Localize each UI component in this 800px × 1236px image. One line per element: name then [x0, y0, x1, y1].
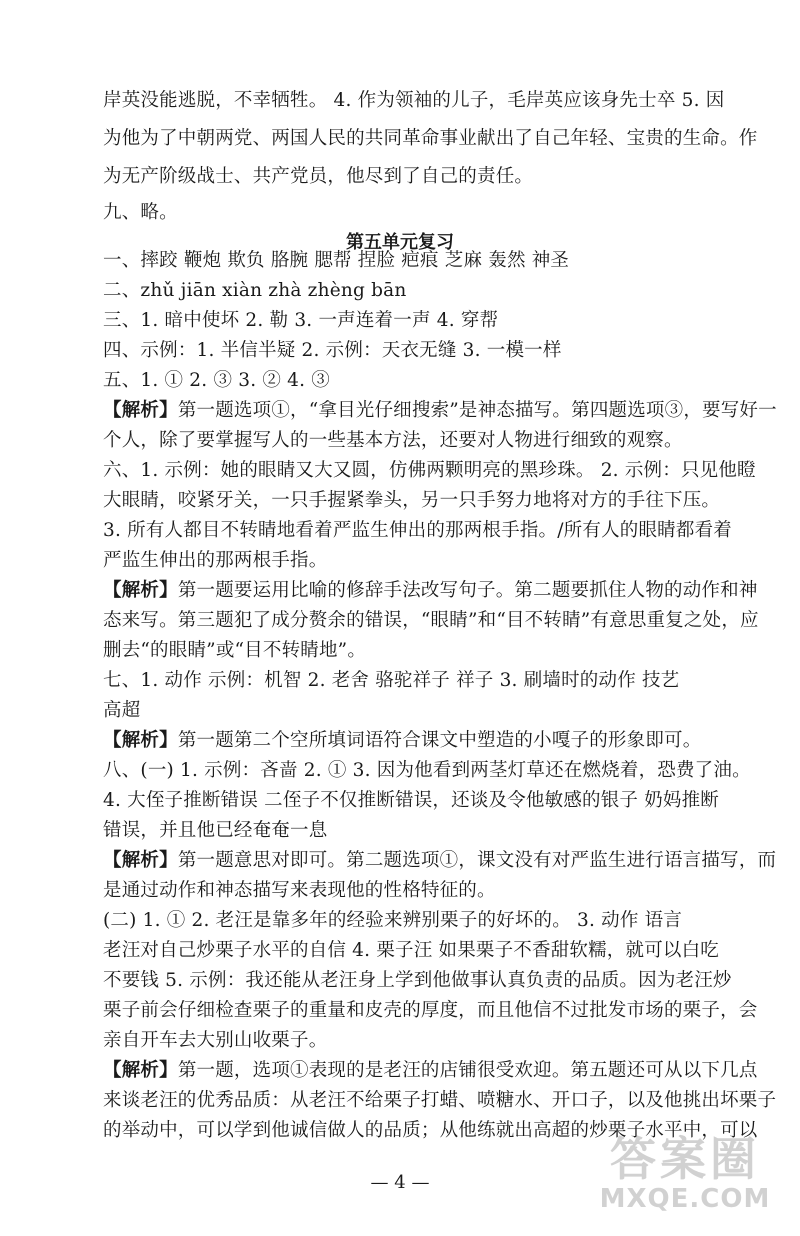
text-line: 3. 所有人都目不转睛地看着严监生伸出的那两根手指。/所有人的眼睛都看着: [103, 520, 732, 541]
text-line: 栗子前会仔细检查栗子的重量和皮壳的厚度，而且他信不过批发市场的栗子，会: [103, 1000, 758, 1021]
text-line: 4. 大侄子推断错误 二侄子不仅推断错误，还谈及令他敏感的银子 奶妈推断: [103, 790, 719, 811]
text-line: 来谈老汪的优秀品质：从老汪不给栗子打蜡、喷糖水、开口子，以及他挑出坏栗子: [103, 1090, 777, 1111]
answer-line-3: 三、1. 暗中使坏 2. 勒 3. 一声连着一声 4. 穿帮: [103, 310, 499, 331]
answer-line-4: 四、示例：1. 半信半疑 2. 示例：天衣无缝 3. 一模一样: [103, 340, 562, 361]
text-line: [103, 124, 758, 154]
analysis-label: 【解析】: [103, 850, 178, 871]
analysis-line: 【解析】第一题意思对即可。第二题选项①，课文没有对严监生进行语言描写，而: [103, 850, 777, 871]
answer-line-2: 二、zhǔ jiān xiàn zhà zhèng bān: [103, 280, 407, 301]
page-number: — 4 —: [370, 1172, 430, 1193]
answer-line-6: 六、1. 示例：她的眼睛又大又圆，仿佛两颗明亮的黑珍珠。 2. 示例：只见他瞪: [103, 460, 756, 481]
analysis-label: 【解析】: [103, 580, 178, 601]
text-line: 个人，除了要掌握写人的一些基本方法，还要对人物进行细致的观察。: [103, 430, 683, 451]
answer-line-5: 五、1. ① 2. ③ 3. ② 4. ③: [103, 370, 330, 391]
analysis-line: 【解析】第一题，选项①表现的是老汪的店铺很受欢迎。第五题还可从以下几点: [103, 1060, 758, 1081]
analysis-line: 【解析】第一题选项①，“拿目光仔细搜索”是神态描写。第四题选项③，要写好一: [103, 400, 777, 421]
text-line: 大眼睛，咬紧牙关，一只手握紧拳头，另一只手努力地将对方的手往下压。: [103, 490, 721, 511]
text-line: 的举动中，可以学到他诚信做人的品质；从他练就出高超的炒栗子水平中，可以: [103, 1120, 758, 1141]
text-line: 态来写。第三题犯了成分赘余的错误，“眼睛”和“目不转睛”有意思重复之处，应: [103, 610, 759, 631]
answer-line-1: 一、摔跤 鞭炮 欺负 胳腕 腮帮 捏脸 疤痕 芝麻 轰然 神圣: [103, 250, 570, 271]
text-line-content: 岸英没能逃脱，不幸牺牲。 4. 作为领袖的儿子，毛岸英应该身先士卒 5. 因: [103, 90, 725, 111]
text-line: 错误，并且他已经奄奄一息: [103, 820, 328, 841]
analysis-line: 【解析】第一题要运用比喻的修辞手法改写句子。第二题要抓住人物的动作和神: [103, 580, 758, 601]
answer-line-8-2: (二) 1. ① 2. 老汪是靠多年的经验来辨别栗子的好坏的。 3. 动作 语言: [103, 910, 683, 931]
text-line: 高超: [103, 700, 141, 721]
analysis-line: 【解析】第一题第二个空所填词语符合课文中塑造的小嘎子的形象即可。: [103, 730, 702, 751]
text-line: 是通过动作和神态描写来表现他的性格特征的。: [103, 880, 496, 901]
answer-line-7: 七、1. 动作 示例：机智 2. 老舍 骆驼祥子 祥子 3. 刷墙时的动作 技艺: [103, 670, 680, 691]
text-line: 九、略。: [103, 202, 178, 223]
watermark-logo: [590, 1134, 780, 1224]
watermark-top: 答案圈: [610, 1132, 760, 1186]
analysis-label: 【解析】: [103, 1060, 178, 1081]
section-title: 第五单元复习: [346, 232, 454, 253]
text-line: 老汪对自己炒栗子水平的自信 4. 栗子汪 如果栗子不香甜软糯，就可以白吃: [103, 940, 719, 961]
analysis-label: 【解析】: [103, 400, 178, 421]
text-line: 删去“的眼睛”或“目不转睛地”。: [103, 640, 367, 661]
text-line: 为无产阶级战士、共产党员，他尽到了自己的责任。: [103, 166, 534, 187]
watermark-bottom: MXQE.COM: [599, 1184, 771, 1214]
answer-line-8: 八、(一) 1. 示例：吝啬 2. ① 3. 因为他看到两茎灯草还在燃烧着，恐费了油。: [103, 760, 751, 781]
text-line: 严监生伸出的那两根手指。: [103, 550, 328, 571]
text-line: 亲自开车去大别山收栗子。: [103, 1030, 328, 1051]
analysis-label: 【解析】: [103, 730, 178, 751]
text-line: [103, 86, 725, 116]
text-line-content: 为他为了中朝两党、两国人民的共同革命事业献出了自己年轻、宝贵的生命。作: [103, 128, 758, 149]
text-line: 不要钱 5. 示例：我还能从老汪身上学到他做事认真负责的品质。因为老汪炒: [103, 970, 732, 991]
